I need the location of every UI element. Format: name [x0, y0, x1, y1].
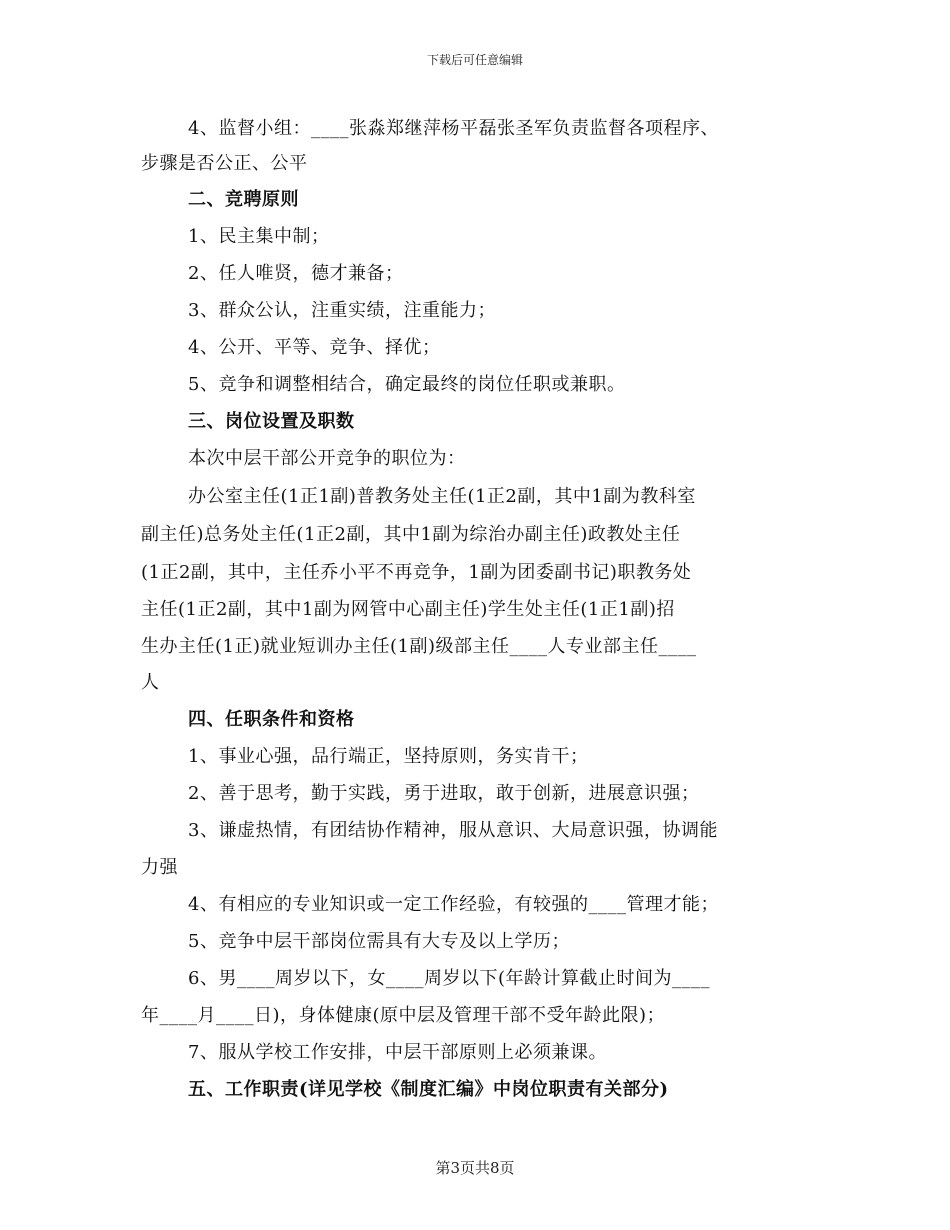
list-item: 7、服从学校工作安排，中层干部原则上必须兼课。 [188, 1042, 607, 1063]
list-item: 6、男____周岁以下，女____周岁以下(年龄计算截止时间为____ [188, 968, 710, 989]
section-heading: 五、工作职责(详见学校《制度汇编》中岗位职责有关部分) [188, 1079, 669, 1100]
list-item: 1、民主集中制； [188, 226, 330, 247]
list-item: 3、谦虚热情，有团结协作精神，服从意识、大局意识强，协调能 [188, 820, 718, 841]
body-line: (1正2副，其中，主任乔小平不再竞争，1副为团委副书记)职教务处 [141, 562, 692, 583]
section-heading: 三、岗位设置及职数 [188, 411, 355, 432]
page-footer: 第3页共8页 [435, 1159, 515, 1177]
page-header: 下载后可任意编辑 [426, 53, 523, 67]
body-line: 步骤是否公正、公平 [141, 153, 308, 174]
list-item: 4、有相应的专业知识或一定工作经验，有较强的____管理才能； [188, 894, 719, 915]
body-line: 4、监督小组：____张淼郑继萍杨平磊张圣军负责监督各项程序、 [188, 118, 719, 139]
body-line: 人 [141, 672, 160, 693]
body-line: 副主任)总务处主任(1正2副，其中1副为综治办副主任)政教处主任 [141, 524, 681, 545]
list-item: 4、公开、平等、竞争、择优； [188, 337, 441, 358]
list-item: 1、事业心强，品行端正，坚持原则，务实肯干； [188, 746, 589, 767]
list-item: 2、任人唯贤，德才兼备； [188, 263, 404, 284]
body-line: 办公室主任(1正1副)普教务处主任(1正2副，其中1副为教科室 [188, 486, 696, 507]
section-heading: 二、竞聘原则 [188, 189, 299, 210]
list-item: 2、善于思考，勤于实践，勇于进取，敢于创新，进展意识强； [188, 783, 700, 804]
body-line: 生办主任(1正)就业短训办主任(1副)级部主任____人专业部主任____ [141, 636, 697, 657]
body-line: 本次中层干部公开竞争的职位为： [188, 448, 466, 469]
list-item: 5、竞争中层干部岗位需具有大专及以上学历； [188, 931, 570, 952]
body-line: 力强 [141, 857, 178, 878]
body-line: 主任(1正2副，其中1副为网管中心副主任)学生处主任(1正1副)招 [141, 599, 675, 620]
body-line: 年____月____日)，身体健康(原中层及管理干部不受年龄此限)； [141, 1005, 666, 1026]
section-heading: 四、任职条件和资格 [188, 709, 355, 730]
list-item: 3、群众公认，注重实绩，注重能力； [188, 300, 496, 321]
list-item: 5、竞争和调整相结合，确定最终的岗位任职或兼职。 [188, 374, 626, 395]
